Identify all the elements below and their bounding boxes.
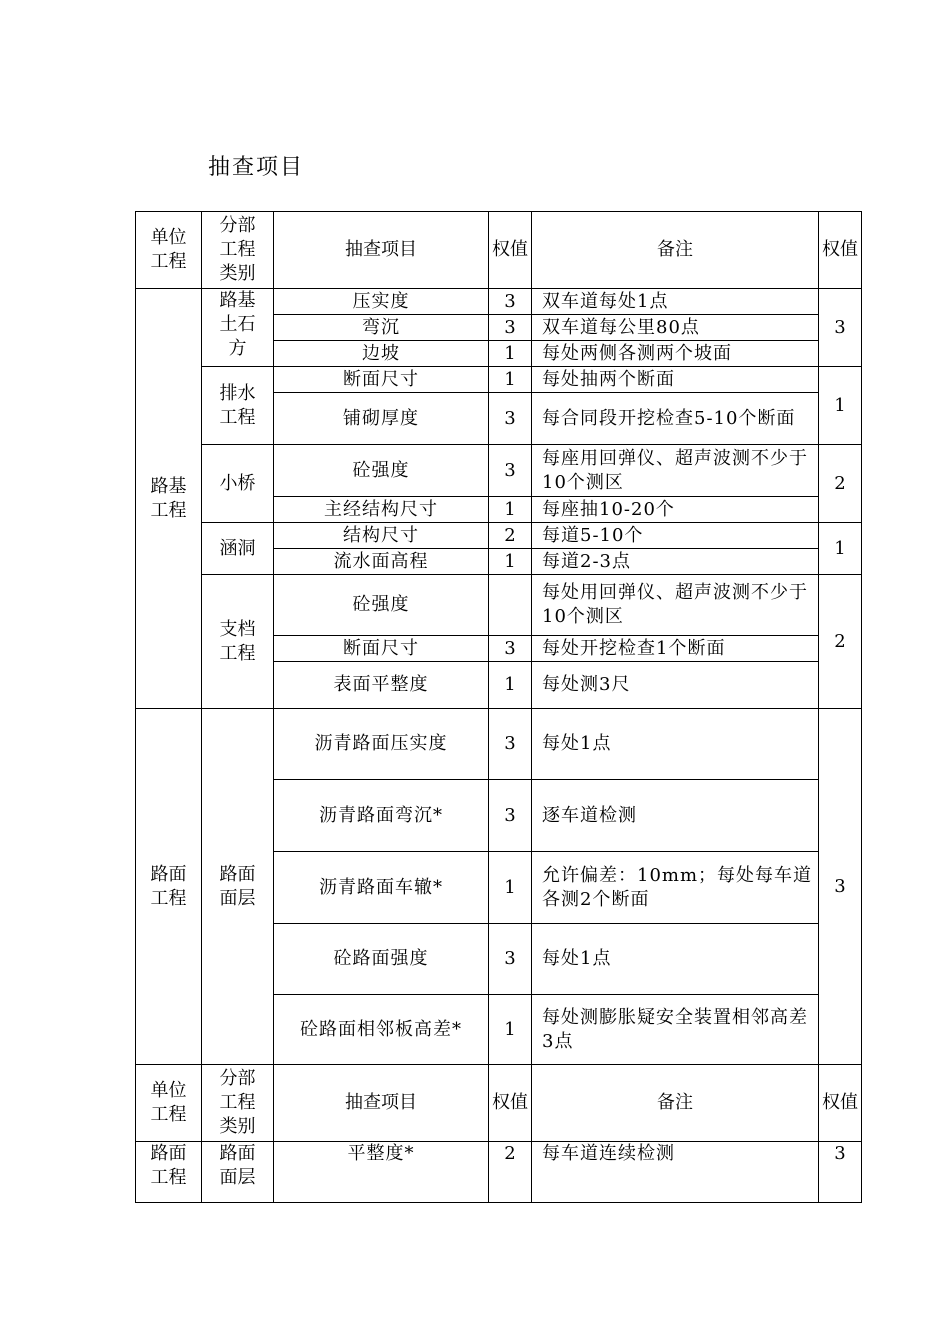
note-cell: 每处测3尺: [532, 662, 819, 709]
unit-cell: 路基工程: [136, 289, 202, 709]
header-group-weight: 权值: [819, 1065, 862, 1142]
sub-cell: 支档工程: [202, 575, 274, 709]
group-weight-cell: 3: [819, 1142, 862, 1203]
group-weight-cell: 2: [819, 575, 862, 709]
header-unit: 单位工程: [136, 212, 202, 289]
weight-cell: 1: [489, 497, 532, 523]
weight-cell: 1: [489, 995, 532, 1065]
header-note: 备注: [532, 212, 819, 289]
group-weight-cell: 3: [819, 709, 862, 1065]
table-row: [136, 523, 862, 549]
weight-cell: 3: [489, 924, 532, 995]
weight-cell: 1: [489, 549, 532, 575]
item-cell: 沥青路面压实度: [274, 709, 489, 780]
item-cell: 沥青路面车辙*: [274, 852, 489, 924]
sub-cell: 排水工程: [202, 367, 274, 445]
note-cell: 每合同段开挖检查5-10个断面: [532, 393, 819, 445]
item-cell: 断面尺寸: [274, 367, 489, 393]
sub-cell: 路面面层: [202, 709, 274, 1065]
note-cell: 每车道连续检测: [532, 1142, 819, 1203]
note-cell: 每处1点: [532, 924, 819, 995]
table-row: [136, 709, 862, 780]
weight-cell: 3: [489, 780, 532, 852]
header-note: 备注: [532, 1065, 819, 1142]
group-weight-cell: 1: [819, 523, 862, 575]
item-cell: 砼强度: [274, 445, 489, 497]
page-title: 抽查项目: [208, 155, 305, 180]
weight-cell: 1: [489, 341, 532, 367]
note-cell: 双车道每公里80点: [532, 315, 819, 341]
item-cell: 流水面高程: [274, 549, 489, 575]
weight-cell: 1: [489, 662, 532, 709]
weight-cell: 2: [489, 1142, 532, 1203]
weight-cell: 3: [489, 315, 532, 341]
weight-cell: 3: [489, 393, 532, 445]
weight-cell: [489, 575, 532, 636]
weight-cell: 1: [489, 367, 532, 393]
header-weight: 权值: [489, 212, 532, 289]
weight-cell: 3: [489, 709, 532, 780]
header-unit: 单位工程: [136, 1065, 202, 1142]
inspection-table: [135, 211, 862, 1203]
item-cell: 沥青路面弯沉*: [274, 780, 489, 852]
item-cell: 断面尺寸: [274, 636, 489, 662]
item-cell: 砼路面强度: [274, 924, 489, 995]
item-cell: 压实度: [274, 289, 489, 315]
note-cell: 每处开挖检查1个断面: [532, 636, 819, 662]
header-sub: 分部工程类别: [202, 1065, 274, 1142]
table-header-row: [136, 1065, 862, 1142]
item-cell: 结构尺寸: [274, 523, 489, 549]
header-item: 抽查项目: [274, 212, 489, 289]
table-row: [136, 445, 862, 497]
table-row: [136, 367, 862, 393]
weight-cell: 3: [489, 289, 532, 315]
header-sub: 分部工程类别: [202, 212, 274, 289]
group-weight-cell: 1: [819, 367, 862, 445]
sub-cell: 小桥: [202, 445, 274, 523]
item-cell: 平整度*: [274, 1142, 489, 1203]
unit-cell: 路面工程: [136, 1142, 202, 1203]
note-cell: 逐车道检测: [532, 780, 819, 852]
item-cell: 主经结构尺寸: [274, 497, 489, 523]
unit-cell: 路面工程: [136, 709, 202, 1065]
header-item: 抽查项目: [274, 1065, 489, 1142]
note-cell: 允许偏差：10mm；每处每车道各测2个断面: [532, 852, 819, 924]
group-weight-cell: 2: [819, 445, 862, 523]
note-cell: 每处两侧各测两个坡面: [532, 341, 819, 367]
note-cell: 每道5-10个: [532, 523, 819, 549]
weight-cell: 3: [489, 445, 532, 497]
weight-cell: 1: [489, 852, 532, 924]
item-cell: 弯沉: [274, 315, 489, 341]
note-cell: 每处抽两个断面: [532, 367, 819, 393]
note-cell: 每处测膨胀疑安全装置相邻高差3点: [532, 995, 819, 1065]
note-cell: 每座抽10-20个: [532, 497, 819, 523]
table-header-row: [136, 212, 862, 289]
note-cell: 双车道每处1点: [532, 289, 819, 315]
note-cell: 每处1点: [532, 709, 819, 780]
header-group-weight: 权值: [819, 212, 862, 289]
table-row: [136, 1142, 862, 1203]
item-cell: 铺砌厚度: [274, 393, 489, 445]
sub-cell: 路面面层: [202, 1142, 274, 1203]
group-weight-cell: 3: [819, 289, 862, 367]
note-cell: 每座用回弹仪、超声波测不少于10个测区: [532, 445, 819, 497]
item-cell: 边坡: [274, 341, 489, 367]
item-cell: 表面平整度: [274, 662, 489, 709]
table-row: [136, 289, 862, 315]
weight-cell: 3: [489, 636, 532, 662]
weight-cell: 2: [489, 523, 532, 549]
sub-cell: 涵洞: [202, 523, 274, 575]
header-weight: 权值: [489, 1065, 532, 1142]
note-cell: 每道2-3点: [532, 549, 819, 575]
note-cell: 每处用回弹仪、超声波测不少于10个测区: [532, 575, 819, 636]
sub-cell: 路基土石方: [202, 289, 274, 367]
item-cell: 砼强度: [274, 575, 489, 636]
table-row: [136, 575, 862, 636]
item-cell: 砼路面相邻板高差*: [274, 995, 489, 1065]
